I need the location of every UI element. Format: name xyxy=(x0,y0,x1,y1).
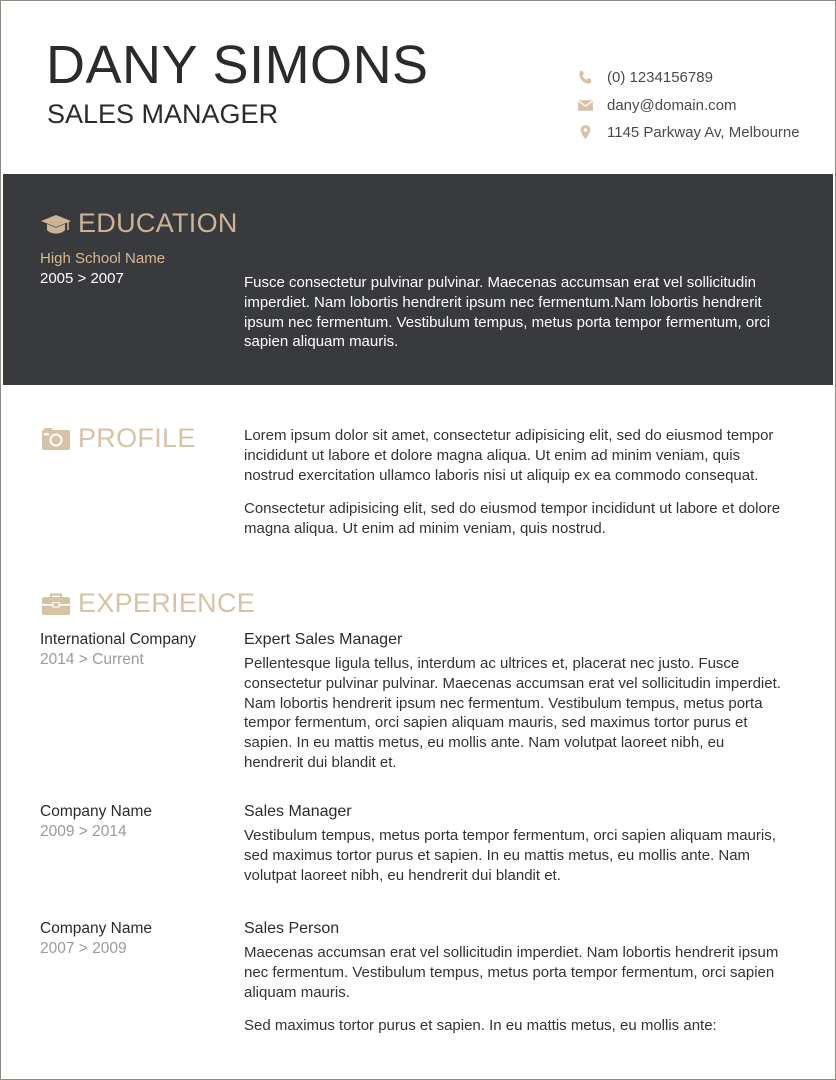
job-role: Sales Manager xyxy=(244,803,352,820)
education-heading-text: EDUCATION xyxy=(78,208,238,238)
education-description: Fusce consectetur pulvinar pulvinar. Maecenas accumsan erat vel sollicitudin imperdiet. Nam lobortis hendrerit ipsum nec fermentum.Nam lobortis hendrerit ipsum nec fermentum. Vestibulum tempus, metus porta tempor fermentum, orci sapien aliquam mauris. xyxy=(244,274,771,351)
job-description-2: Sed maximus tortor purus et sapien. In eu mattis metus, eu mollis ante: xyxy=(244,1017,717,1035)
profile-heading xyxy=(40,423,196,454)
email-text: dany@domain.com xyxy=(607,96,737,114)
profile-heading-text: PROFILE xyxy=(78,423,196,453)
job-role: Expert Sales Manager xyxy=(244,631,403,648)
job-company: Company Name xyxy=(40,920,152,937)
education-years: 2005 > 2007 xyxy=(40,270,124,287)
experience-heading xyxy=(40,588,255,619)
job-years: 2014 > Current xyxy=(40,651,144,668)
camera-icon xyxy=(40,425,72,453)
profile-paragraph-1: Lorem ipsum dolor sit amet, consectetur adipisicing elit, sed do eiusmod tempor incididunt ut labore et dolore magna aliqua. Ut enim ad minim veniam, quis nostrud exercitation ullamco laboris nisi ut aliquip ex ea commodo consequat. xyxy=(244,427,774,484)
briefcase-icon xyxy=(40,590,72,618)
education-section xyxy=(3,174,833,385)
job-3-meta xyxy=(40,919,230,959)
contact-block xyxy=(577,64,817,147)
envelope-icon xyxy=(577,97,594,114)
job-description: Pellentesque ligula tellus, interdum ac ultrices et, placerat nec justo. Fusce consectetur pulvinar pulvinar. Maecenas accumsan erat vel sollicitudin imperdiet. Nam lobortis hendrerit ipsum nec fermentum. Vestibulum tempus, metus porta tempor fermentum, orci sapien aliquam mauris, sed maximus tortor purus et sapien. In eu mattis metus, eu mollis ante. Nam volutpat laoreet nibh, eu hendrerit dui blandit et. xyxy=(244,655,781,771)
school-name: High School Name xyxy=(40,250,166,267)
phone-text: (0) 1234156789 xyxy=(607,69,713,87)
job-1-meta xyxy=(40,630,230,670)
job-1-details xyxy=(244,630,784,773)
profile-content xyxy=(244,426,784,539)
job-description: Maecenas accumsan erat vel sollicitudin imperdiet. Nam lobortis hendrerit ipsum nec fermentum. Vestibulum tempus, metus porta tempor fermentum, orci sapien aliquam mauris. xyxy=(244,944,779,1001)
job-years: 2009 > 2014 xyxy=(40,823,127,840)
job-company: Company Name xyxy=(40,803,152,820)
graduation-cap-icon xyxy=(40,210,72,238)
experience-heading-text: EXPERIENCE xyxy=(78,588,256,618)
job-2-meta xyxy=(40,802,230,842)
job-2-details xyxy=(244,802,784,885)
profile-paragraph-2: Consectetur adipisicing elit, sed do eiusmod tempor incididunt ut labore et dolore magna aliqua. Ut enim ad minim veniam, quis nostrud. xyxy=(244,500,781,538)
job-role: Sales Person xyxy=(244,920,340,937)
education-heading xyxy=(40,208,238,239)
contact-email xyxy=(577,92,817,120)
job-years: 2007 > 2009 xyxy=(40,940,127,957)
phone-icon xyxy=(577,69,594,86)
candidate-name: DANY SIMONS xyxy=(46,35,429,95)
job-company: International Company xyxy=(40,631,196,648)
job-description: Vestibulum tempus, metus porta tempor fermentum, orci sapien aliquam mauris, sed maximus tortor purus et sapien. In eu mattis metus, eu mollis ante. Nam volutpat laoreet nibh, eu hendrerit dui blandit et. xyxy=(244,827,776,884)
job-3-details xyxy=(244,919,784,1036)
education-right xyxy=(244,273,784,352)
address-text: 1145 Parkway Av, Melbourne xyxy=(607,124,800,142)
location-pin-icon xyxy=(577,124,594,141)
education-left xyxy=(40,249,230,289)
contact-address xyxy=(577,119,817,147)
contact-phone xyxy=(577,64,817,92)
candidate-title: SALES MANAGER xyxy=(47,99,279,129)
